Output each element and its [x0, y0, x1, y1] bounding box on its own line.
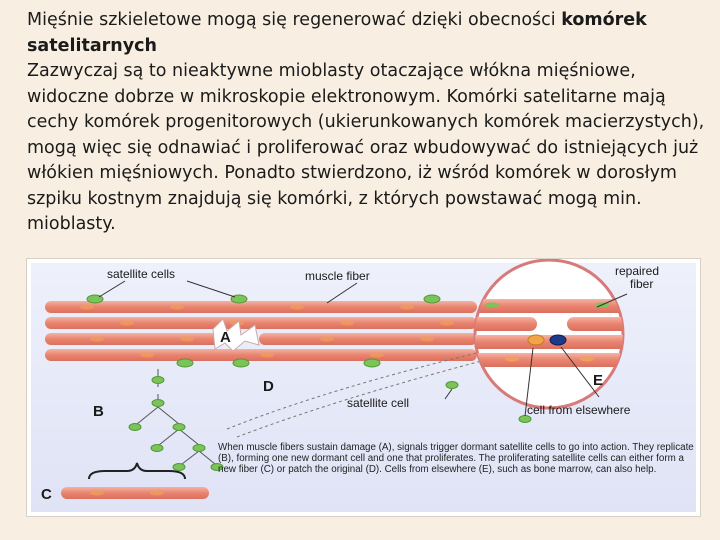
- letter-d: D: [263, 378, 274, 395]
- new-fiber: [61, 487, 209, 499]
- label-satellite-cell: satellite cell: [347, 396, 410, 410]
- label-repaired: repaired: [615, 264, 660, 278]
- label-satellite-cells: satellite cells: [107, 267, 176, 281]
- letter-b: B: [93, 403, 104, 420]
- label-cell-elsewhere: cell from elsewhere: [527, 403, 631, 417]
- letter-e: E: [593, 372, 604, 389]
- blue-donor-cell: [550, 335, 566, 345]
- highlight-term: komórek satelitarnych: [27, 10, 647, 56]
- slide-text: [27, 8, 707, 238]
- letter-c: C: [41, 486, 52, 503]
- intro-text: Mięśnie szkieletowe mogą się regenerować dzięki obecności: [27, 10, 562, 30]
- muscle-regeneration-figure: [26, 258, 701, 517]
- figure-illustration: [27, 259, 700, 516]
- label-fiber: fiber: [630, 277, 654, 291]
- letter-a: A: [220, 329, 231, 346]
- figure-caption: When muscle fibers sustain damage (A), signals trigger dormant satellite cells to go into action. They replicate (B), forming one new dormant cell and one that proliferates. The proliferating satellite cells can either form a new fiber (C) or patch the original (D). Cells from elsewhere (E), such as bone marrow, can also help.: [218, 442, 694, 476]
- orange-satellite-cell: [528, 335, 544, 345]
- body-paragraph: Zazwyczaj są to nieaktywne mioblasty otaczające włókna mięśniowe, widoczne dobrze w mikroskopie elektronowym. Komórki satelitarne mają cechy komórek progenitorowych (ukierunkowanych komórek macierzystych), mogą więc się odnawiać i proliferować oraz wbudowywać do istniejących już włókien mięśniowych. Ponadto stwierdzono, iż wśród komórek w dorosłym szpiku kostnym znajdują się komórki, z których powstawać mogą min. mioblasty.: [27, 61, 705, 234]
- label-muscle-fiber: muscle fiber: [305, 269, 370, 283]
